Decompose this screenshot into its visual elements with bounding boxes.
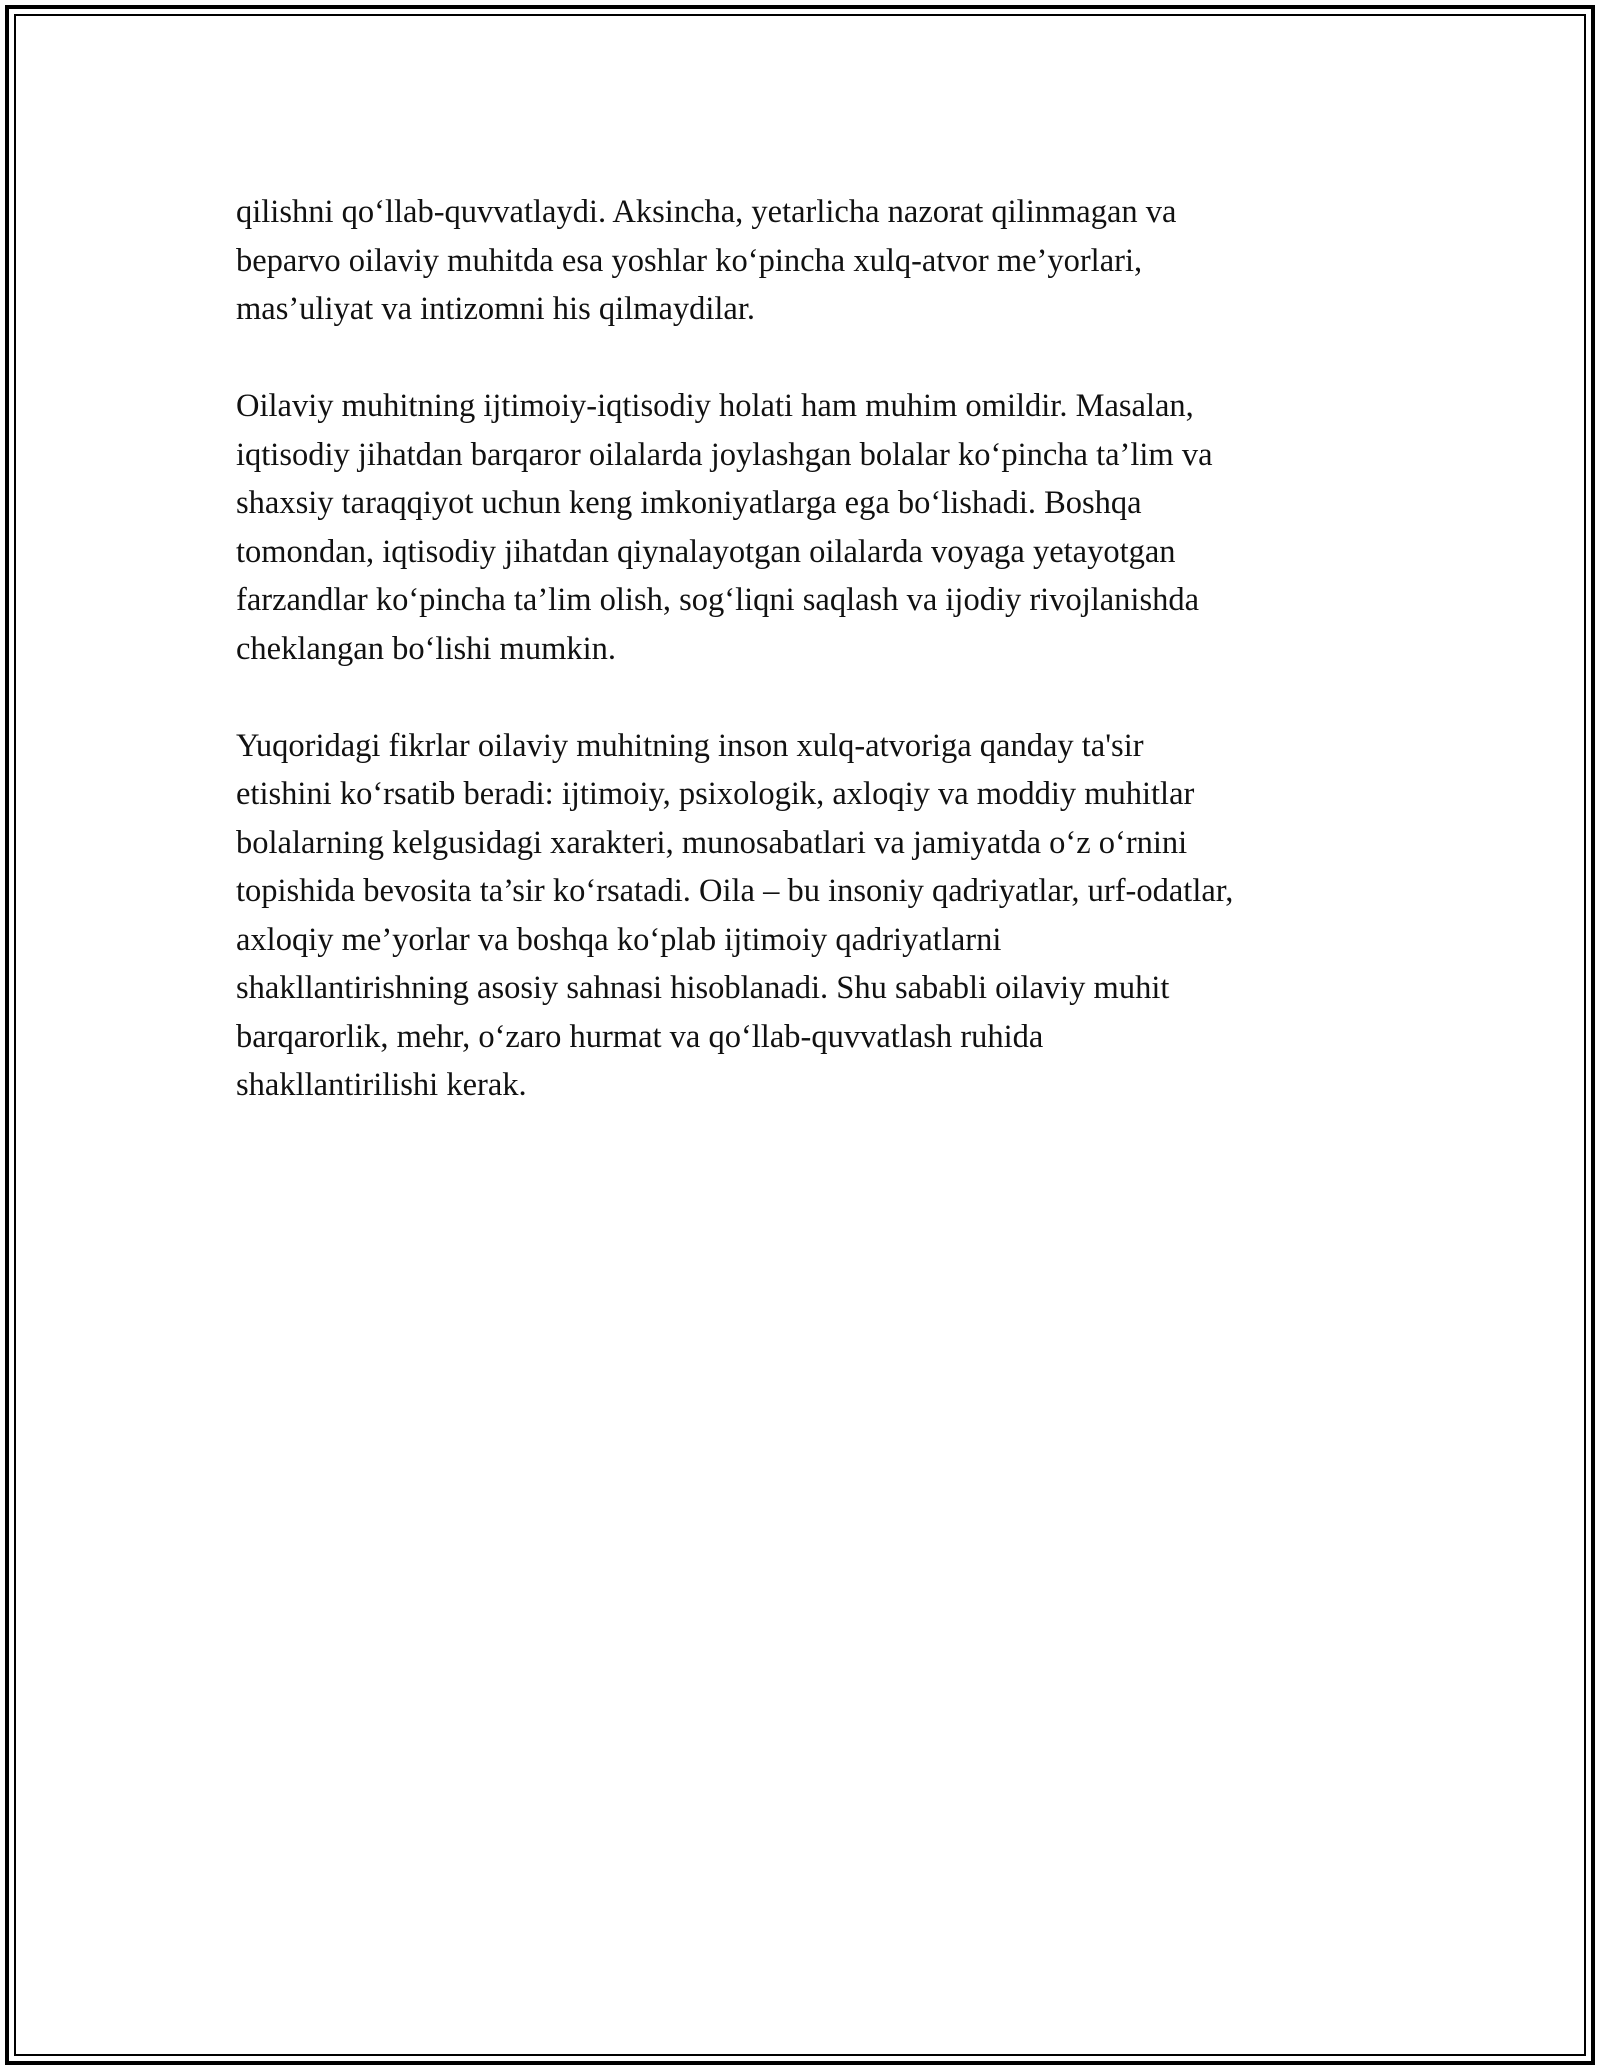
paragraph-line: barqarorlik, mehr, o‘zaro hurmat va qo‘llab-quvvatlash ruhida (236, 1018, 1044, 1055)
paragraph-line: etishini ko‘rsatib beradi: ijtimoiy, psixologik, axloqiy va moddiy muhitlar (236, 776, 1195, 812)
paragraph-line: mas’uliyat va intizomni his qilmaydilar. (236, 291, 756, 327)
paragraph-line: bolalarning kelgusidagi xarakteri, munosabatlari va jamiyatda o‘z o‘rnini (236, 824, 1188, 861)
paragraph-1 (236, 188, 1416, 334)
paragraph-line: iqtisodiy jihatdan barqaror oilalarda joylashgan bolalar ko‘pincha ta’lim va (236, 436, 1213, 473)
paragraph-line: Yuqoridagi fikrlar oilaviy muhitning inson xulq-atvoriga qanday ta'sir (236, 727, 1144, 764)
paragraph-line: Oilaviy muhitning ijtimoiy-iqtisodiy holati ham muhim omildir. Masalan, (236, 388, 1194, 424)
paragraph-2 (236, 382, 1416, 673)
paragraph-line: beparvo oilaviy muhitda esa yoshlar ko‘pincha xulq-atvor me’yorlari, (236, 242, 1143, 279)
document-body (236, 188, 1416, 1158)
paragraph-line: shaxsiy taraqqiyot uchun keng imkoniyatlarga ega bo‘lishadi. Boshqa (236, 485, 1142, 521)
paragraph-3 (236, 722, 1416, 1110)
paragraph-line: axloqiy me’yorlar va boshqa ko‘plab ijtimoiy qadriyatlarni (236, 921, 1002, 958)
paragraph-line: shakllantirishning asosiy sahnasi hisoblanadi. Shu sababli oilaviy muhit (236, 970, 1170, 1006)
paragraph-line: tomondan, iqtisodiy jihatdan qiynalayotgan oilalarda voyaga yetayotgan (236, 533, 1176, 570)
paragraph-line: cheklangan bo‘lishi mumkin. (236, 630, 617, 667)
paragraph-line: qilishni qo‘llab-quvvatlaydi. Aksincha, yetarlicha nazorat qilinmagan va (236, 194, 1177, 230)
paragraph-line: farzandlar ko‘pincha ta’lim olish, sog‘liqni saqlash va ijodiy rivojlanishda (236, 582, 1200, 618)
paragraph-line: shakllantirilishi kerak. (236, 1067, 527, 1103)
paragraph-line: topishida bevosita ta’sir ko‘rsatadi. Oila – bu insoniy qadriyatlar, urf-odatlar, (236, 873, 1234, 909)
